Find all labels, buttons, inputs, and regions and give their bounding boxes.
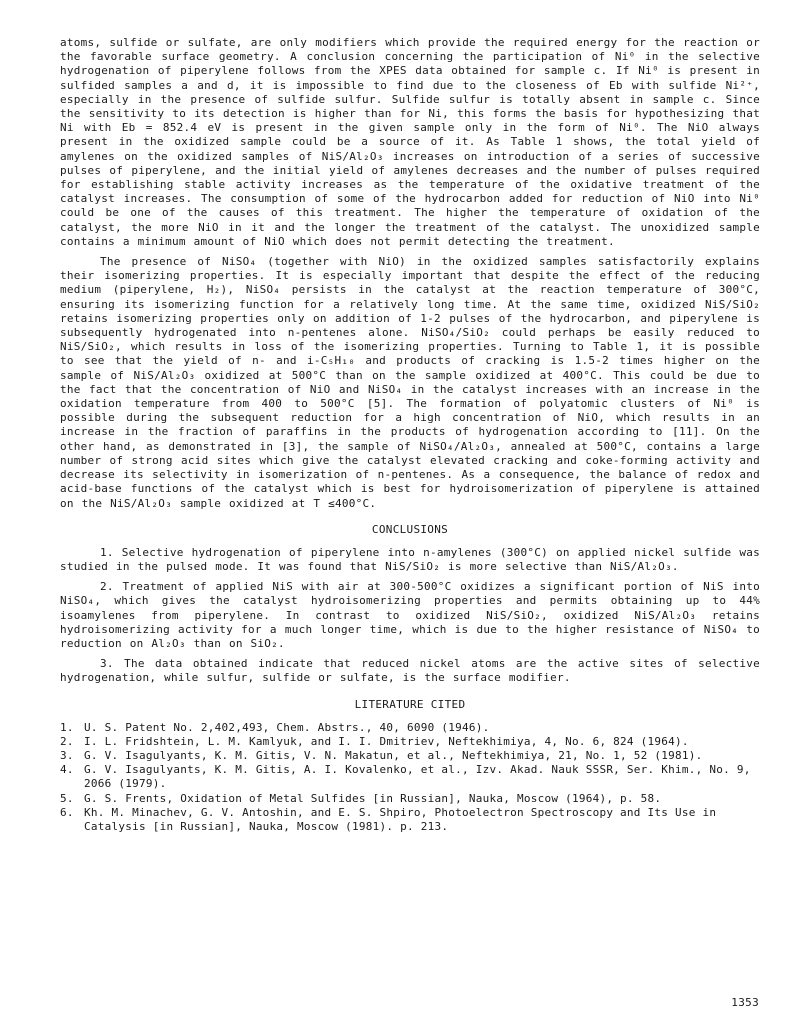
reference-item [60, 735, 760, 749]
reference-item [60, 792, 760, 806]
reference-item [60, 749, 760, 763]
page-number: 1353 [731, 996, 759, 1009]
conclusion-item: 3. The data obtained indicate that reduced nickel atoms are the active sites of selective hydrogenation, while sulfur, sulfide or sulfate, is the surface modifier. [60, 657, 760, 685]
reference-number: 6. [60, 805, 74, 819]
reference-number: 5. [60, 791, 74, 805]
conclusions-heading: CONCLUSIONS [371, 522, 449, 536]
reference-text: G. V. Isagulyants, K. M. Gitis, A. I. Kovalenko, et al., Izv. Akad. Nauk SSSR, Ser. Khim., No. 9, 2066 (1979). [84, 763, 751, 791]
reference-number: 2. [60, 734, 74, 748]
reference-number: 3. [60, 748, 74, 762]
reference-text: Kh. M. Minachev, G. V. Antoshin, and E. S. Shpiro, Photoelectron Spectroscopy and Its Use in Catalysis [in Russian], Nauka, Moscow (1981). p. 213. [84, 805, 717, 833]
reference-item [60, 806, 760, 834]
reference-item [60, 721, 760, 735]
reference-list [60, 721, 760, 835]
reference-number: 4. [60, 763, 74, 777]
page-content [60, 36, 760, 834]
reference-text: G. S. Frents, Oxidation of Metal Sulfides [in Russian], Nauka, Moscow (1964), p. 58. [84, 791, 662, 805]
reference-item [60, 763, 760, 791]
reference-number: 1. [60, 720, 74, 734]
reference-text: I. L. Fridshtein, L. M. Kamlyuk, and I. I. Dmitriev, Neftekhimiya, 4, No. 6, 824 (1964). [84, 734, 689, 748]
body-paragraph-2: The presence of NiSO₄ (together with NiO) in the oxidized samples satisfactorily explains their isomerizing properties. It is especially important that despite the effect of the reducing medium (piperylene, H₂), NiSO₄ persists in the catalyst at the reaction temperature of 300°C, ensuring its isomerizing function for a relatively long time. At the same time, oxidized NiS/SiO₂ retains isomerizing properties only on addition of 1-2 pulses of the hydrocarbon, and piperylene is subsequently hydrogenated into n-pentenes alone. NiSO₄/SiO₂ could perhaps be easily reduced to NiS/SiO₂, which results in loss of the isomerizing properties. Turning to Table 1, it is possible to see that the yield of n- and i-C₅H₁₀ and products of cracking is 1.5-2 times higher on the sample of NiS/Al₂O₃ oxidized at 500°C than on the sample oxidized at 400°C. This could be due to the fact that the concentration of NiO and NiSO₄ in the catalyst increases with an increase in the oxidation temperature from 400 to 500°C [5]. The formation of polyatomic clusters of Ni⁰ is possible during the subsequent reduction for a high concentration of NiO, which results in an increase in the fraction of paraffins in the products of hydrogenation according to [11]. On the other hand, as demonstrated in [3], the sample of NiSO₄/Al₂O₃, annealed at 500°C, contains a large number of strong acid sites which give the catalyst elevated cracking and coke-forming activity and decrease its selectivity in isomerization of n-pentenes. As a consequence, the balance of redox and acid-base functions of the catalyst which is best for hydroisomerization of piperylene is attained on the NiS/Al₂O₃ sample oxidized at T ≤400°C. [60, 255, 760, 510]
reference-text: U. S. Patent No. 2,402,493, Chem. Abstrs., 40, 6090 (1946). [84, 720, 490, 734]
conclusion-item: 2. Treatment of applied NiS with air at 300-500°C oxidizes a significant portion of NiS into NiSO₄, which gives the catalyst hydroisomerizing properties and permits obtaining up to 44% isoamylenes from piperylene. In contrast to oxidized NiS/SiO₂, oxidized NiS/Al₂O₃ retains hydroisomerizing activity for a much longer time, which is due to the higher resistance of NiSO₄ to reduction on Al₂O₃ than on SiO₂. [60, 580, 760, 650]
body-paragraph-1: atoms, sulfide or sulfate, are only modifiers which provide the required energy for the reaction or the favorable surface geometry. A conclusion concerning the participation of Ni⁰ in the selective hydrogenation of piperylene follows from the XPES data obtained for sample c. If Ni⁰ is present in sulfided samples a and d, it is impossible to find due to the closeness of Eb with sulfide Ni²⁺, especially in the presence of sulfide sulfur. Sulfide sulfur is totally absent in sample c. Since the sensitivity to its detection is higher than for Ni, this forms the basis for hypothesizing that Ni with Eb = 852.4 eV is present in the given sample only in the form of Ni⁰. The NiO always present in the oxidized sample could be a source of it. As Table 1 shows, the total yield of amylenes on the oxidized samples of NiS/Al₂O₃ increases on introduction of a series of successive pulses of piperylene, and the initial yield of amylenes decreases and the number of pulses required for establishing stable activity increases as the temperature of the oxidative treatment of the catalyst increases. The consumption of some of the hydrocarbon added for reduction of NiO into Ni⁰ could be one of the causes of this treatment. The higher the temperature of oxidation of the catalyst, the more NiO in it and the longer the treatment of the catalyst. The unoxidized sample contains a minimum amount of NiO which does not permit detecting the treatment. [60, 36, 760, 248]
literature-heading: LITERATURE CITED [354, 697, 466, 711]
reference-text: G. V. Isagulyants, K. M. Gitis, V. N. Makatun, et al., Neftekhimiya, 21, No. 1, 52 (1981). [84, 748, 703, 762]
conclusion-item: 1. Selective hydrogenation of piperylene into n-amylenes (300°C) on applied nickel sulfide was studied in the pulsed mode. It was found that NiS/SiO₂ is more selective than NiS/Al₂O₃. [60, 545, 760, 573]
